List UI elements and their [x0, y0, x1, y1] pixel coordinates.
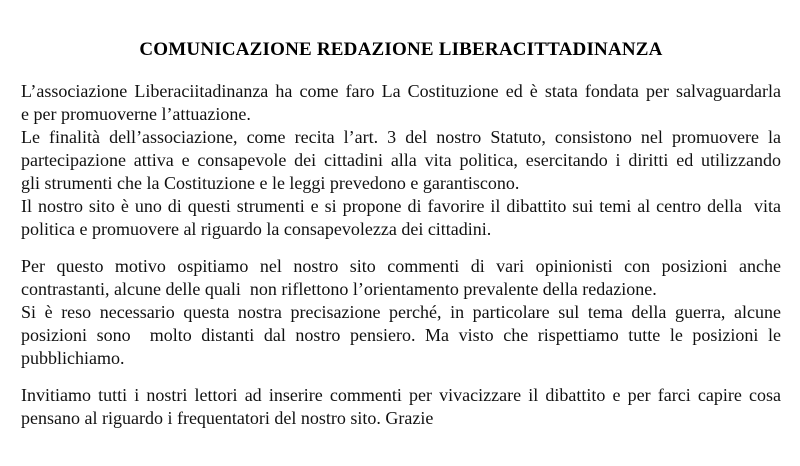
text-line: Invitiamo tutti i nostri lettori ad inserire commenti per vivacizzare il dibattito e per farci capire cosa: [21, 385, 781, 405]
text-line: gli strumenti che la Costituzione e le leggi prevedono e garantiscono.: [21, 173, 520, 193]
text-line: partecipazione attiva e consapevole dei cittadini alla vita politica, esercitando i diritti ed utilizzando: [21, 150, 781, 170]
text-line: posizioni sono molto distanti dal nostro pensiero. Ma visto che rispettiamo tutte le posizioni le: [21, 325, 781, 345]
text-line: pensano al riguardo i frequentatori del nostro sito. Grazie: [21, 408, 434, 428]
text-line: Per questo motivo ospitiamo nel nostro sito commenti di vari opinionisti con posizioni anche: [21, 256, 781, 276]
text-line: Le finalità dell’associazione, come recita l’art. 3 del nostro Statuto, consistono nel promuovere la: [21, 127, 781, 147]
text-line: Si è reso necessario questa nostra precisazione perché, in particolare sul tema della guerra, alcune: [21, 302, 781, 322]
text-line: Il nostro sito è uno di questi strumenti e si propone di favorire il dibattito sui temi al centro della vita: [21, 196, 781, 216]
text-block: [21, 384, 781, 430]
document-body: [21, 80, 781, 430]
text-line: contrastanti, alcune delle quali non riflettono l’orientamento prevalente della redazione.: [21, 279, 657, 299]
text-line: e per promuoverne l’attuazione.: [21, 104, 251, 124]
paragraph: [21, 195, 781, 241]
paragraph: [21, 126, 781, 195]
text-line: pubblichiamo.: [21, 348, 125, 368]
text-line: L’associazione Liberaciitadinanza ha come faro La Costituzione ed è stata fondata per salvaguardarla: [21, 81, 781, 101]
document-title: COMUNICAZIONE REDAZIONE LIBERACITTADINANZA: [139, 39, 663, 60]
paragraph: [21, 80, 781, 126]
paragraph: [21, 384, 781, 430]
text-line: politica e promuovere al riguardo la consapevolezza dei cittadini.: [21, 219, 492, 239]
text-block: [21, 80, 781, 241]
paragraph: [21, 255, 781, 301]
paragraph: [21, 301, 781, 370]
text-block: [21, 255, 781, 370]
